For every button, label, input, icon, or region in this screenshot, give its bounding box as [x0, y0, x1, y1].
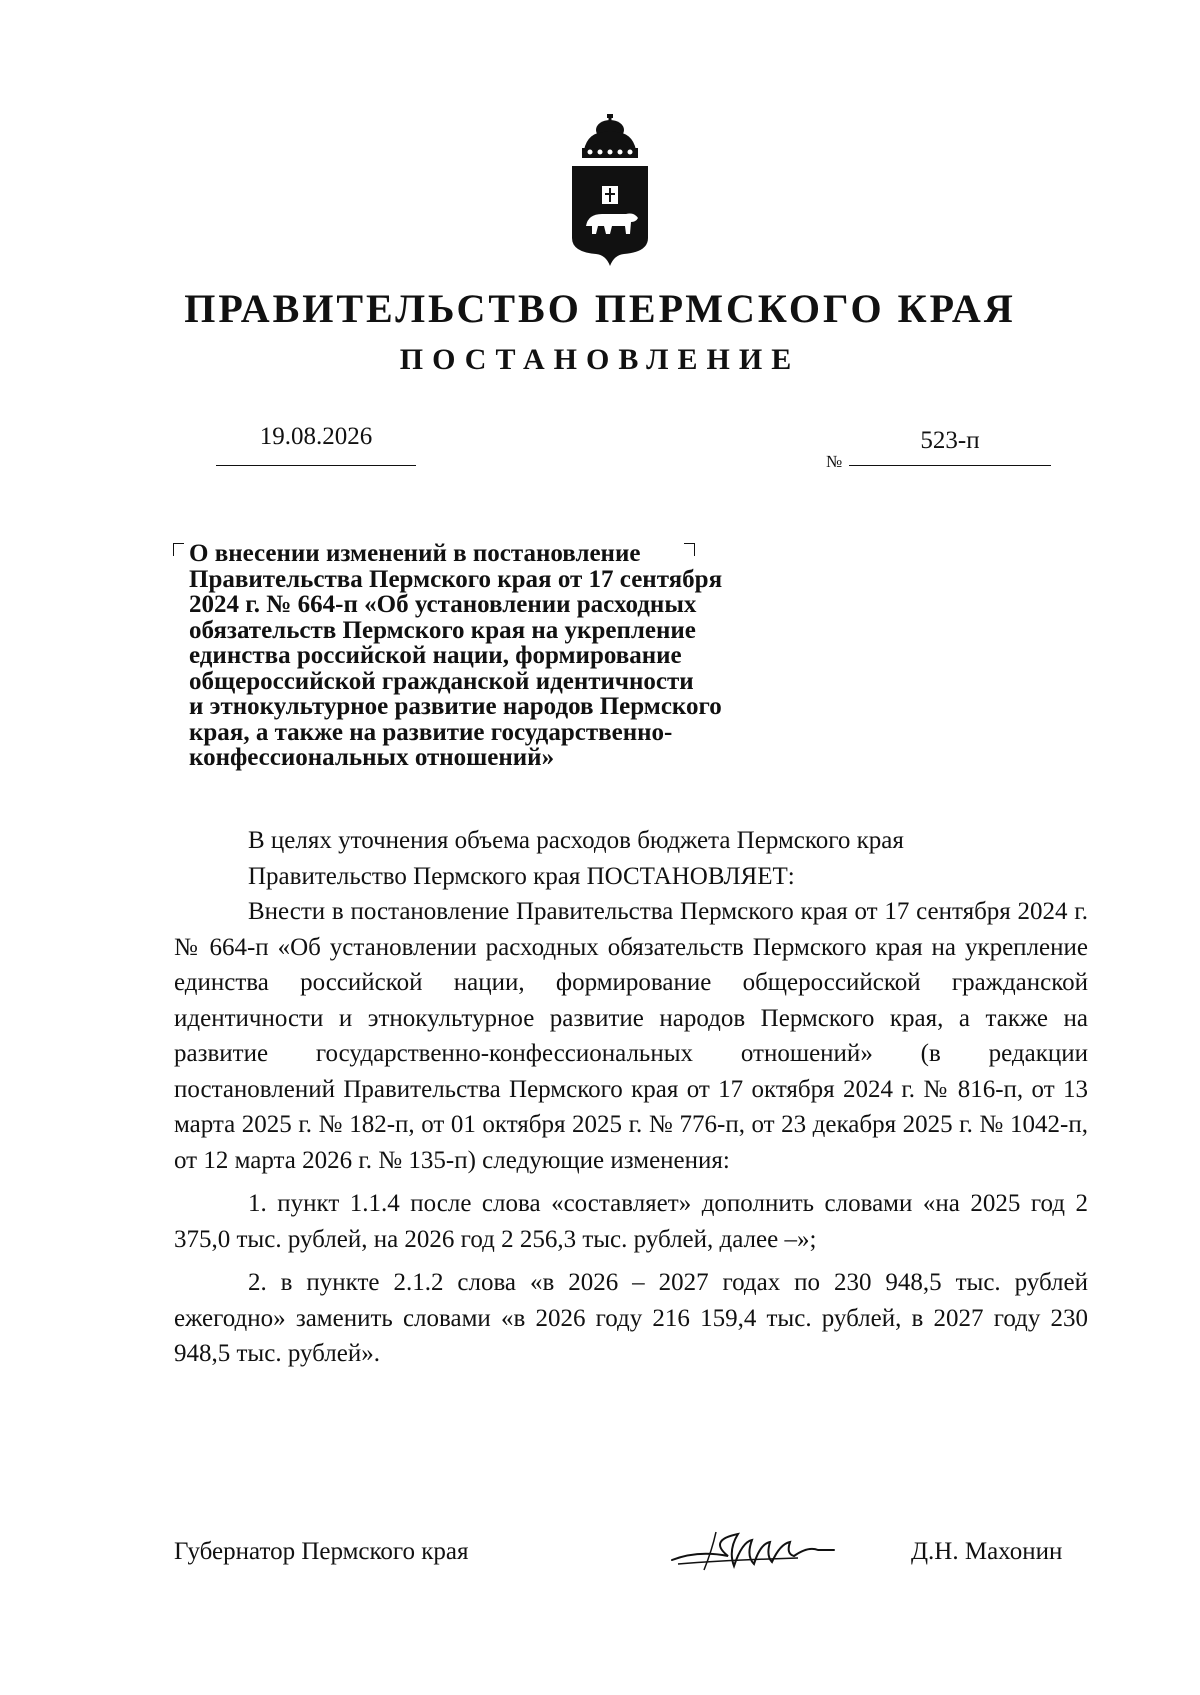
document-type-heading: ПОСТАНОВЛЕНИЕ [399, 343, 801, 376]
document-subject [189, 541, 809, 771]
subject-line: общероссийской гражданской идентичности [189, 667, 694, 695]
subject-line: 2024 г. № 664-п «Об установлении расходных [189, 591, 697, 618]
document-date: 19.08.2026 [216, 423, 416, 466]
subject-line: О внесении изменений в постановление [189, 540, 641, 567]
subject-line: обязательств Пермского края на укрепление [189, 616, 696, 644]
preamble-paragraph: В целях уточнения объема расходов бюджета Пермского края [248, 827, 904, 854]
subject-line: Правительства Пермского края от 17 сентября [189, 565, 723, 593]
subject-line: конфессиональных отношений» [189, 744, 555, 771]
organization-title: ПРАВИТЕЛЬСТВО ПЕРМСКОГО КРАЯ [184, 286, 1016, 331]
amendment-item-2: 2. в пункте 2.1.2 слова «в 2026 – 2027 годах по 230 948,5 тыс. рублей ежегодно» заменить словами «в 2026 году 216 159,4 тыс. рублей, в 2027 году 230 948,5 тыс. рублей». [174, 1269, 1088, 1367]
subject-line: края, а также на развитие государственно- [189, 718, 673, 746]
amendment-intro-paragraph: Внести в постановление Правительства Пермского края от 17 сентября 2024 г. № 664-п «Об установлении расходных обязательств Пермского края на укрепление единства российской нации, формирование общероссийской гражданской идентичности и этнокультурное развитие народов Пермского края, а также на развитие государственно-конфессиональных отношений» (в редакции постановлений Правительства Пермского края от 17 октября 2024 г. № 816-п, от 13 марта 2025 г. № 182-п, от 01 октября 2025 г. № 776-п, от 23 декабря 2025 г. № 1042-п, от 12 марта 2026 г. № 135-п) следующие изменения: [174, 898, 1088, 1174]
decree-paragraph: Правительство Пермского края ПОСТАНОВЛЯЕТ: [248, 862, 795, 890]
subject-corner-mark-left [173, 543, 184, 556]
handwritten-signature-icon [668, 1520, 838, 1580]
subject-line: единства российской нации, формирование [189, 642, 682, 669]
number-sign: № [826, 452, 843, 471]
subject-line: и этнокультурное развитие народов Пермского [189, 693, 722, 720]
document-body [174, 823, 1088, 1372]
coat-of-arms-icon [568, 114, 652, 266]
signatory-title: Губернатор Пермского края [174, 1538, 469, 1565]
document-number: 523-п [849, 427, 1051, 466]
amendment-item-1: 1. пункт 1.1.4 после слова «составляет» дополнить словами «на 2025 год 2 375,0 тыс. рублей, на 2026 год 2 256,3 тыс. рублей, далее –»; [174, 1190, 1088, 1253]
signatory-name: Д.Н. Махонин [911, 1538, 1063, 1565]
